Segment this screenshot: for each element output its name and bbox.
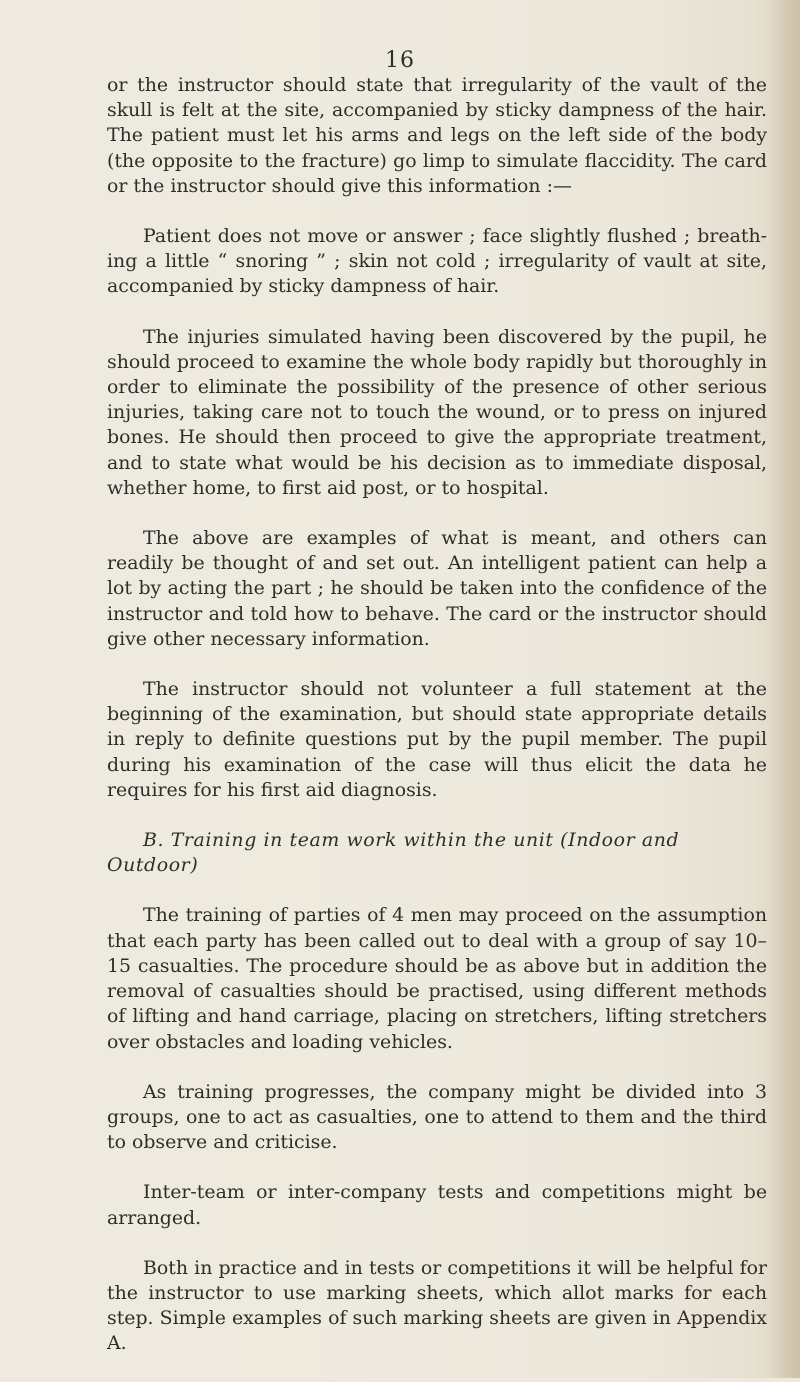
paragraph-team-training: The training of parties of 4 men may proceed on the assumption that each party has been called out to deal with a group of say 10–15 casualties. The procedure should be as above but in addition the removal of casualties should be practised, using different methods of lifting and hand carriage, placing on stretchers, lifting stretchers over obstacles and loading vehicles. [107,904,767,1053]
page-edge-shadow [770,0,800,1378]
paragraph-examples: The above are examples of what is meant, and others can readily be thought of and set out. An intelligent patient can help a lot by acting the part ; he should be taken into the confidence of the instructor and told how to behave. The card or the instructor should give other necessary information. [107,527,767,650]
paragraph-instructor: The instructor should not volunteer a full statement at the beginning of the examination, but should state appropriate details in reply to definite questions put by the pupil member. The pupil during his examination of the case will thus elicit the data he requires for his first aid diagnosis. [107,678,767,801]
paragraph-examination: The injuries simulated having been discovered by the pupil, he should proceed to examine the whole body rapidly but thoroughly in order to eliminate the possibility of the presence of other serious injuries, taking care not to touch the wound, or to press on injured bones. He should then proceed to give the appropriate treatment, and to state what would be his decision as to immediate disposal, whether home, to first aid post, or to hospital. [107,325,767,499]
page-number: 16 [385,48,415,73]
page-body-text [107,73,767,1382]
section-heading: B. Training in team work within the unit (Indoor and Outdoor) [107,829,680,877]
paragraph-patient-card: Patient does not move or answer ; face slightly flushed ; breath-ing a little “ snoring ” ; skin not cold ; irregularity of vault at site, accompanied by sticky dampness of hair. [107,225,767,298]
paragraph-continued: or the instructor should state that irregularity of the vault of the skull is felt at the site, accompanied by sticky dampness of the hair. The patient must let his arms and legs on the left side of the body (the opposite to the fracture) go limp to simulate flaccidity. The card or the instructor should give this information :— [107,74,767,197]
paragraph-groups: As training progresses, the company might be divided into 3 groups, one to act as casualties, one to attend to them and the third to observe and criticise. [107,1080,767,1154]
paragraph-competitions: Inter-team or inter-company tests and competitions might be arranged. [107,1181,767,1229]
paragraph-marking-sheets: Both in practice and in tests or competitions it will be helpful for the instructor to use marking sheets, which allot marks for each step. Simple examples of such marking sheets are given in Appendix A. [107,1256,767,1355]
